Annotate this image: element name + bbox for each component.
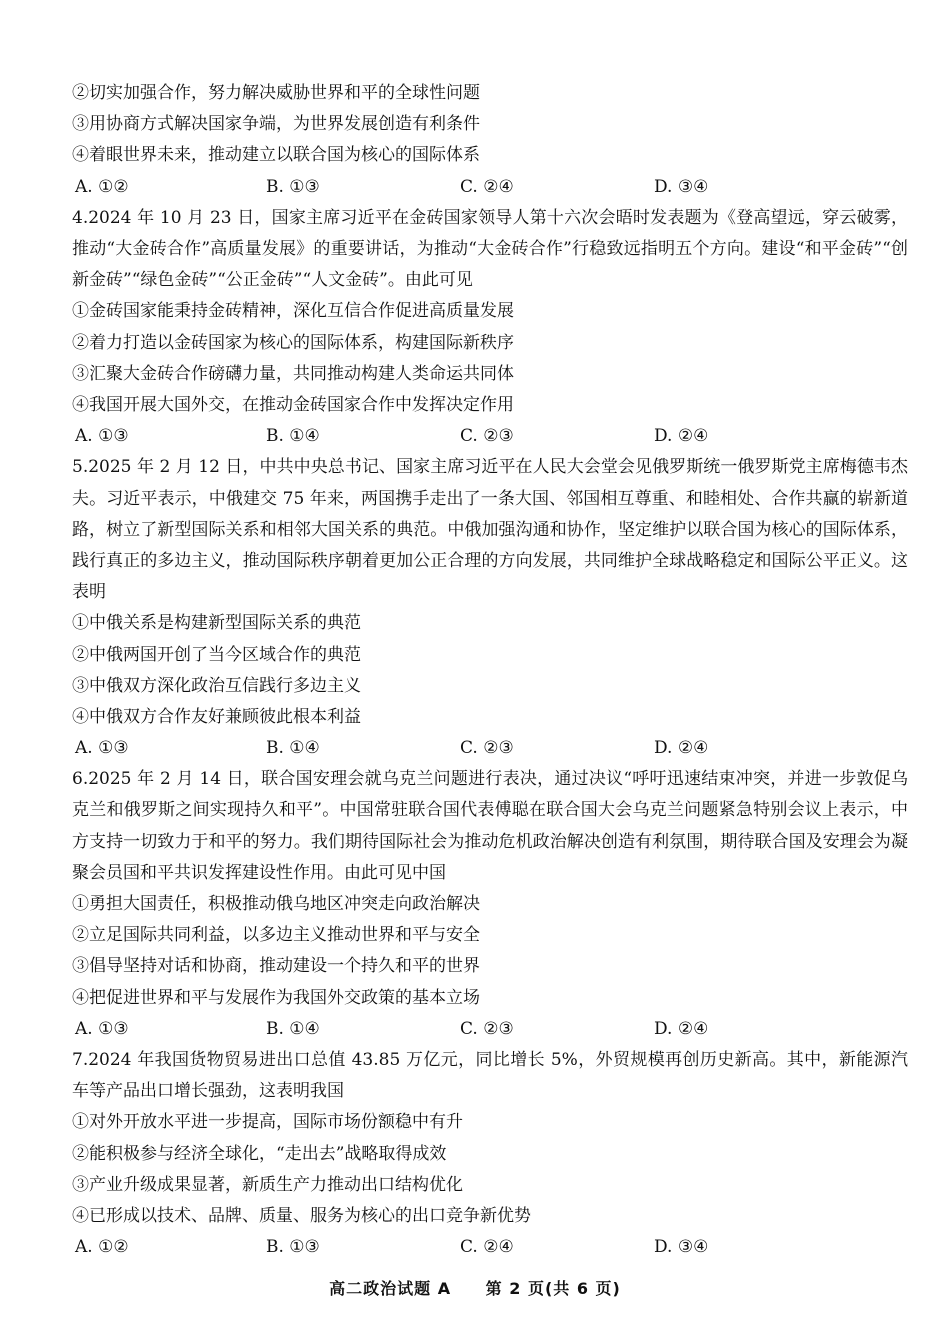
question-stem: 6.2025 年 2 月 14 日，联合国安理会就乌克兰问题进行表决，通过决议“呼吁迅速结束冲突，并进一步敦促乌克兰和俄罗斯之间实现持久和平”。中国常驻联合国代表傅聪在联合国大会乌克兰问题紧急特别会议上表示，中方支持一切致力于和平的努力。我们期待国际社会为推动危机政治解决创造有利氛围，期待联合国及安理会为凝聚会员国和平共识发挥建设性作用。由此可见中国 [72,769,908,883]
choice-c: C. ②④ [460,1237,514,1258]
question-3 [72,78,908,203]
exam-title: 高二政治试题 A [329,1279,452,1298]
option-line: ④我国开展大国外交，在推动金砖国家合作中发挥决定作用 [72,394,514,415]
option-line: ④中俄双方合作友好兼顾彼此根本利益 [72,706,361,727]
choice-d: D. ②④ [654,426,709,447]
option-line: ①金砖国家能秉持金砖精神，深化互信合作促进高质量发展 [72,301,514,322]
option-line: ④着眼世界未来，推动建立以联合国为核心的国际体系 [72,145,480,166]
option-line: ④已形成以技术、品牌、质量、服务为核心的出口竞争新优势 [72,1205,531,1226]
choice-d: D. ③④ [654,1237,709,1258]
choice-c: C. ②④ [460,176,514,197]
option-line: ②能积极参与经济全球化，“走出去”战略取得成效 [72,1143,447,1164]
option-line: ②中俄两国开创了当今区域合作的典范 [72,644,361,665]
answer-choices [72,172,908,203]
option-line: ②立足国际共同利益，以多边主义推动世界和平与安全 [72,925,480,946]
option-line: ①中俄关系是构建新型国际关系的典范 [72,613,361,634]
choice-b: B. ①④ [266,426,320,447]
choice-b: B. ①③ [266,1237,320,1258]
option-line: ④把促进世界和平与发展作为我国外交政策的基本立场 [72,987,480,1008]
question-stem: 7.2024 年我国货物贸易进出口总值 43.85 万亿元，同比增长 5%，外贸规模再创历史新高。其中，新能源汽车等产品出口增长强劲，这表明我国 [72,1050,908,1102]
option-line: ③用协商方式解决国家争端，为世界发展创造有利条件 [72,114,480,135]
choice-c: C. ②③ [460,1018,514,1039]
choice-a: A. ①③ [75,1018,129,1039]
option-line: ③倡导坚持对话和协商，推动建设一个持久和平的世界 [72,956,480,977]
option-line: ①对外开放水平进一步提高，国际市场份额稳中有升 [72,1112,463,1133]
answer-choices [72,1014,908,1045]
choice-d: D. ②④ [654,1018,709,1039]
choice-c: C. ②③ [460,426,514,447]
option-line: ①勇担大国责任，积极推动俄乌地区冲突走向政治解决 [72,894,480,915]
choice-a: A. ①② [75,176,129,197]
choice-a: A. ①③ [75,738,129,759]
question-5 [72,452,908,764]
question-stem: 4.2024 年 10 月 23 日，国家主席习近平在金砖国家领导人第十六次会晤时发表题为《登高望远，穿云破雾，推动“大金砖合作”高质量发展》的重要讲话，为推动“大金砖合作”行稳致远指明五个方向。建设“和平金砖”“创新金砖”“绿色金砖”“公正金砖”“人文金砖”。由此可见 [72,207,908,291]
choice-a: A. ①② [75,1237,129,1258]
answer-choices [72,1232,908,1263]
choice-b: B. ①④ [266,738,320,759]
exam-page [72,78,908,1263]
choice-d: D. ②④ [654,738,709,759]
question-6 [72,764,908,1045]
question-stem: 5.2025 年 2 月 12 日，中共中央总书记、国家主席习近平在人民大会堂会见俄罗斯统一俄罗斯党主席梅德韦杰夫。习近平表示，中俄建交 75 年来，两国携手走出了一条大国、邻国相互尊重、和睦相处、合作共赢的崭新道路，树立了新型国际关系和相邻大国关系的典范。中俄加强沟通和协作，坚定维护以联合国为核心的国际体系，践行真正的多边主义，推动国际秩序朝着更加公正合理的方向发展，共同维护全球战略稳定和国际公平正义。这表明 [72,457,908,603]
answer-choices [72,733,908,764]
option-line: ③汇聚大金砖合作磅礴力量，共同推动构建人类命运共同体 [72,363,514,384]
choice-a: A. ①③ [75,426,129,447]
page-number: 第 2 页(共 6 页) [485,1279,621,1298]
option-line: ③中俄双方深化政治互信践行多边主义 [72,675,361,696]
question-4 [72,203,908,453]
option-line: ③产业升级成果显著，新质生产力推动出口结构优化 [72,1174,463,1195]
choice-b: B. ①④ [266,1018,320,1039]
option-line: ②切实加强合作，努力解决威胁世界和平的全球性问题 [72,83,480,103]
question-7 [72,1045,908,1263]
page-footer [0,1276,950,1299]
answer-choices [72,421,908,452]
option-line: ②着力打造以金砖国家为核心的国际体系，构建国际新秩序 [72,332,514,353]
choice-c: C. ②③ [460,738,514,759]
choice-d: D. ③④ [654,176,709,197]
choice-b: B. ①③ [266,176,320,197]
